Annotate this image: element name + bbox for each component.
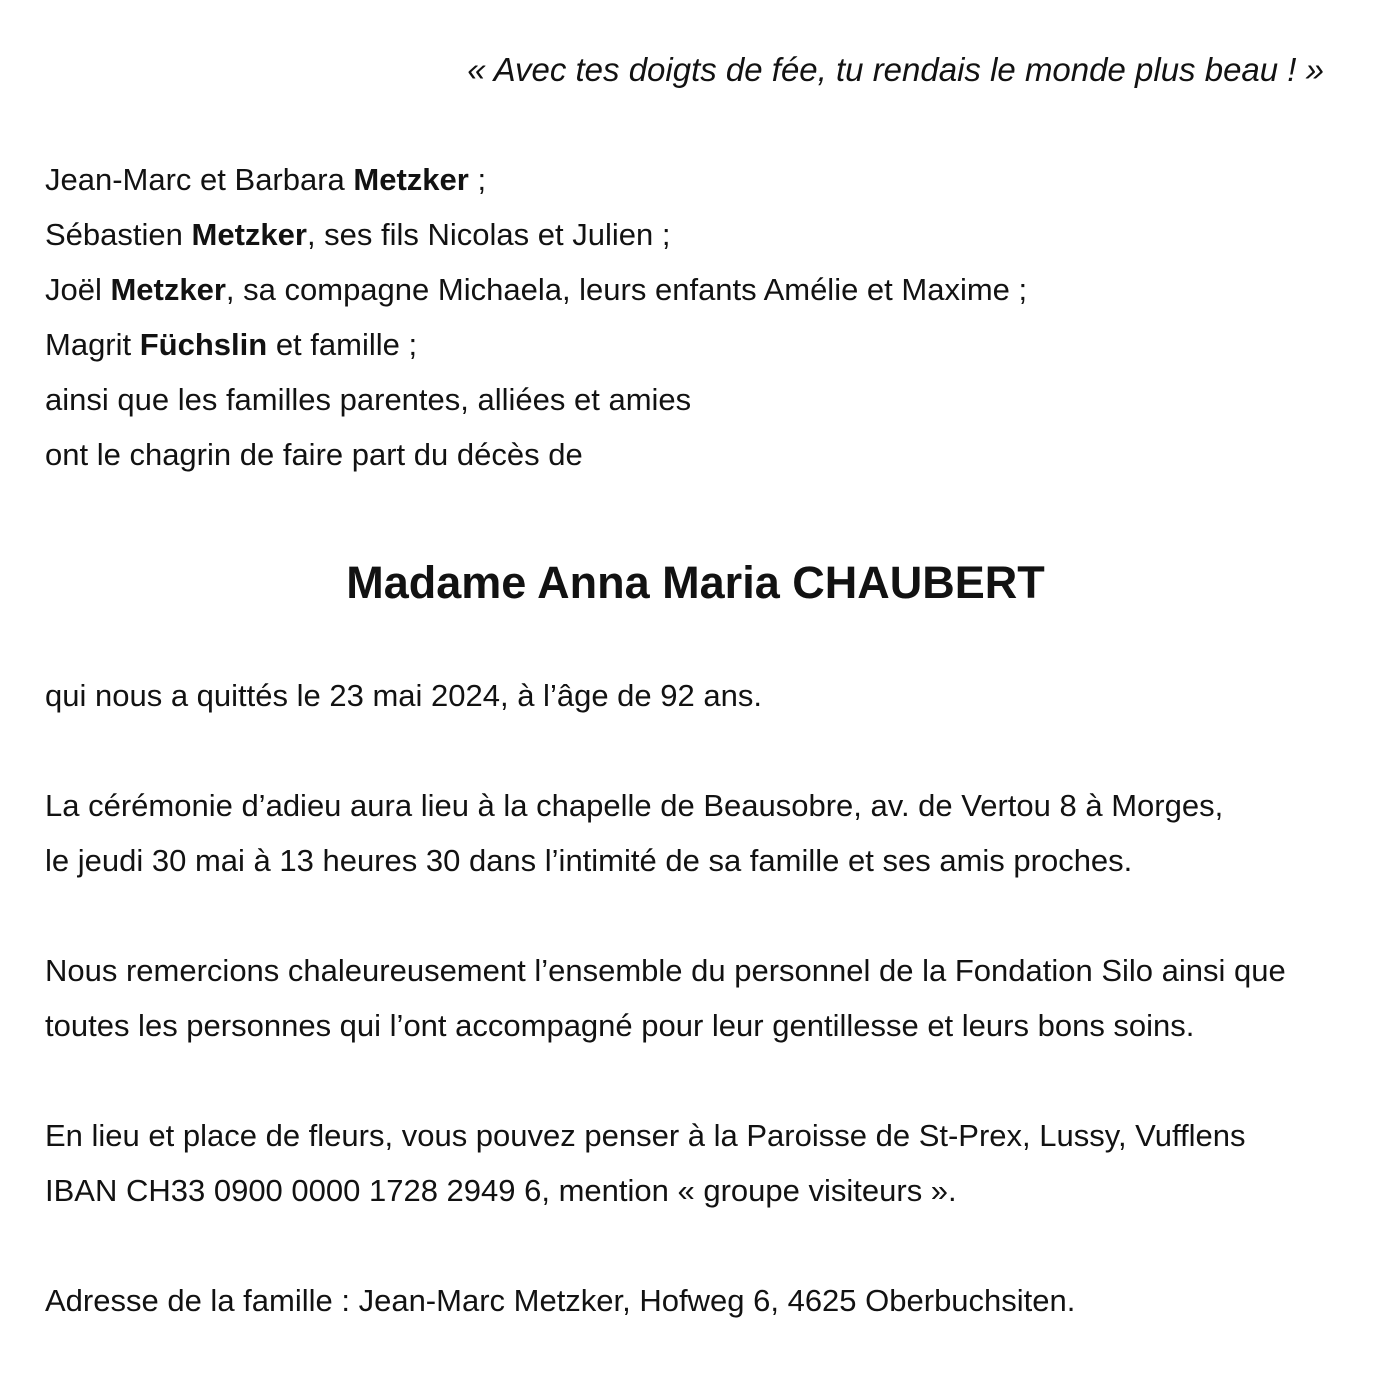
ceremony-paragraph — [45, 778, 1346, 888]
family-line-text: Joël — [45, 272, 111, 307]
family-address-paragraph: Adresse de la famille : Jean-Marc Metzker, Hofweg 6, 4625 Oberbuchsiten. — [45, 1283, 1076, 1318]
donation-line-1: En lieu et place de fleurs, vous pouvez penser à la Paroisse de St-Prex, Lussy, Vufflens — [45, 1118, 1246, 1153]
ceremony-line-2: le jeudi 30 mai à 13 heures 30 dans l’intimité de sa famille et ses amis proches. — [45, 843, 1133, 878]
family-line-text: Sébastien — [45, 217, 192, 252]
family-line-text: ; — [468, 162, 487, 197]
family-line — [45, 152, 1346, 207]
thanks-paragraph — [45, 943, 1346, 1053]
family-line-text: ainsi que les familles parentes, alliées et amies — [45, 382, 692, 417]
family-surname: Metzker — [353, 162, 469, 197]
family-surname: Metzker — [110, 272, 226, 307]
ceremony-line-1: La cérémonie d’adieu aura lieu à la chapelle de Beausobre, av. de Vertou 8 à Morges, — [45, 788, 1224, 823]
family-line-text: ont le chagrin de faire part du décès de — [45, 437, 583, 472]
thanks-line-2: toutes les personnes qui l’ont accompagné pour leur gentillesse et leurs bons soins. — [45, 1008, 1195, 1043]
epigraph-quote: « Avec tes doigts de fée, tu rendais le monde plus beau ! » — [467, 51, 1324, 88]
family-announcement-block — [45, 152, 1346, 482]
family-line — [45, 372, 1346, 427]
family-line-text: , sa compagne Michaela, leurs enfants Amélie et Maxime ; — [225, 272, 1028, 307]
family-line-text: Magrit — [45, 327, 140, 362]
family-line — [45, 317, 1346, 372]
family-line-text: , ses fils Nicolas et Julien ; — [306, 217, 671, 252]
family-surname: Füchslin — [139, 327, 268, 362]
death-notice-paragraph: qui nous a quittés le 23 mai 2024, à l’âge de 92 ans. — [45, 678, 762, 713]
donation-line-2: IBAN CH33 0900 0000 1728 2949 6, mention « groupe visiteurs ». — [45, 1173, 957, 1208]
family-line-text: et famille ; — [267, 327, 418, 362]
thanks-line-1: Nous remercions chaleureusement l’ensemble du personnel de la Fondation Silo ainsi que — [45, 953, 1286, 988]
donation-paragraph — [45, 1108, 1346, 1218]
family-line — [45, 427, 1346, 482]
family-line-text: Jean-Marc et Barbara — [45, 162, 354, 197]
deceased-name-title: Madame Anna Maria CHAUBERT — [346, 557, 1045, 608]
family-surname: Metzker — [191, 217, 307, 252]
family-line — [45, 207, 1346, 262]
family-line — [45, 262, 1346, 317]
